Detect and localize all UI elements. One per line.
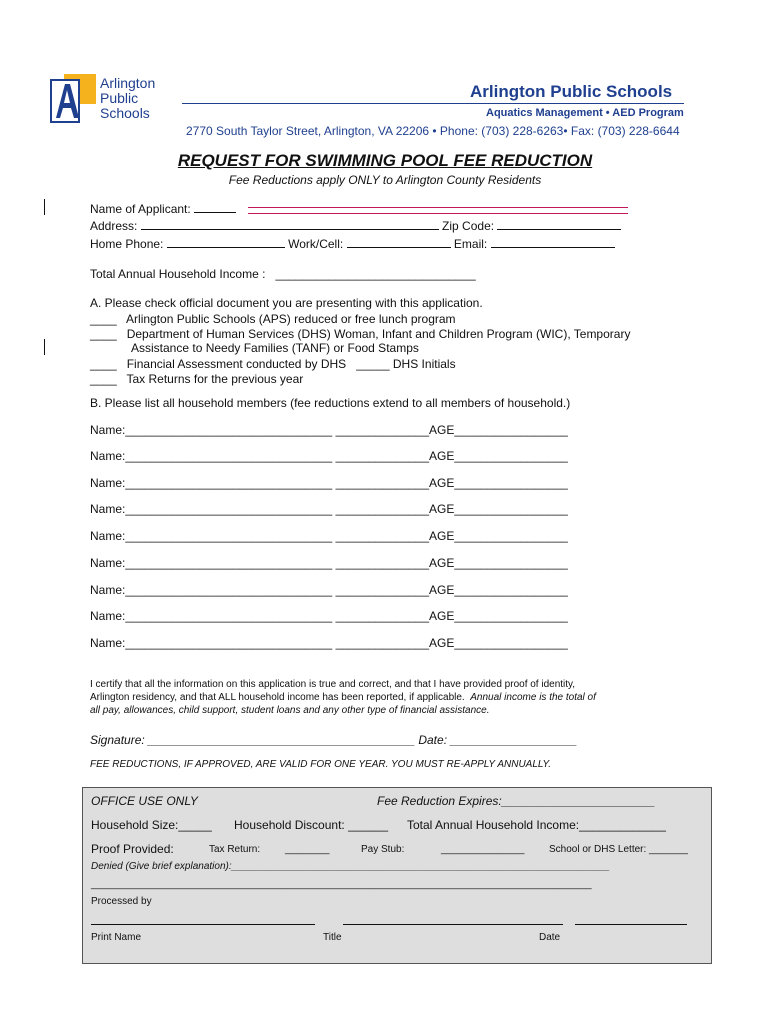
email-field[interactable] [491, 247, 615, 248]
doc-option-dhs-cont: Assistance to Needy Families (TANF) or Food Stamps [131, 341, 419, 355]
phone-row [90, 237, 615, 251]
work-cell-field[interactable] [347, 247, 451, 248]
household-member-row[interactable]: Name:_______________________________ ______________AGE_________________ [90, 502, 568, 516]
doc-option-label: Financial Assessment conducted by DHS [126, 357, 347, 371]
signature-row [90, 733, 577, 747]
doc-option-label: Tax Returns for the previous year [126, 372, 304, 386]
signature-field[interactable]: Signature: ________________________________________ [90, 733, 415, 747]
household-member-row[interactable]: Name:_______________________________ ______________AGE_________________ [90, 529, 568, 543]
doc-option-label: Arlington Public Schools (APS) reduced or free lunch program [126, 312, 456, 326]
applicant-name-row [90, 202, 236, 216]
title-label: Title [323, 932, 342, 943]
print-name-line[interactable] [91, 924, 315, 925]
program-name: Aquatics Management • AED Program [486, 107, 684, 119]
tax-return-field[interactable]: ________ [285, 844, 330, 855]
office-heading: OFFICE USE ONLY [91, 794, 198, 808]
header-divider [182, 103, 684, 104]
processed-by-label: Processed by [91, 896, 152, 907]
income-field[interactable]: ______________________________ [275, 267, 476, 281]
certify-text: Arlington residency, and that ALL household income has been reported, if applicable. [90, 692, 465, 703]
certify-line: all pay, allowances, child support, student loans and any other type of financial assistance. [90, 705, 490, 716]
denied-field-line2[interactable]: __________________________________________________________________________________________ [91, 879, 592, 890]
check-blank[interactable]: ____ [90, 372, 117, 386]
form-title: REQUEST FOR SWIMMING POOL FEE REDUCTION [177, 151, 593, 170]
certification-text [90, 678, 690, 717]
aps-logo [50, 72, 98, 124]
form-subtitle: Fee Reductions apply ONLY to Arlington County Residents [228, 173, 542, 187]
check-blank[interactable]: ____ [90, 312, 117, 326]
margin-mark [44, 339, 45, 355]
home-phone-field[interactable] [167, 247, 285, 248]
date-label: Date [539, 932, 561, 943]
dhs-initials-field[interactable]: _____ DHS Initials [356, 357, 456, 371]
applicant-name-field[interactable] [194, 212, 236, 213]
aps-logo-icon [50, 72, 98, 124]
check-blank[interactable]: ____ [90, 357, 117, 371]
redline-decoration [248, 207, 628, 208]
total-income-field[interactable]: Total Annual Household Income:_____________ [407, 818, 666, 832]
denied-field[interactable]: Denied (Give brief explanation):____________________________________________________________________ [91, 861, 610, 872]
household-member-row[interactable]: Name:_______________________________ ______________AGE_________________ [90, 423, 568, 437]
address-label: Address: [90, 219, 138, 233]
household-member-row[interactable]: Name:_______________________________ ______________AGE_________________ [90, 636, 568, 650]
pay-stub-field[interactable]: _______________ [441, 844, 525, 855]
proof-label: Proof Provided: [91, 842, 174, 856]
title-line[interactable] [343, 924, 563, 925]
validity-note: FEE REDUCTIONS, IF APPROVED, ARE VALID FOR ONE YEAR. YOU MUST RE-APPLY ANNUALLY. [90, 759, 552, 770]
certify-italic: Annual income is the total of [470, 692, 596, 703]
household-member-row[interactable]: Name:_______________________________ ______________AGE_________________ [90, 476, 568, 490]
section-b-heading: B. Please list all household members (fee reductions extend to all members of household.) [90, 396, 571, 410]
address-row [90, 219, 621, 233]
household-member-row[interactable]: Name:_______________________________ ______________AGE_________________ [90, 556, 568, 570]
certify-line: I certify that all the information on this application is true and correct, and that I have provided proof of identity, [90, 679, 576, 690]
school-dhs-field[interactable]: School or DHS Letter: _______ [549, 844, 688, 855]
tax-return-label: Tax Return: [209, 844, 261, 855]
household-size-field[interactable]: Household Size:_____ [91, 818, 212, 832]
doc-option-dhs [90, 327, 630, 341]
logo-line-1: Arlington [100, 75, 156, 91]
org-address: 2770 South Taylor Street, Arlington, VA 22206 • Phone: (703) 228-6263• Fax: (703) 228-6644 [186, 124, 680, 138]
section-a-heading: A. Please check official document you are presenting with this application. [90, 296, 483, 310]
logo-line-2: Public [100, 90, 139, 106]
doc-option-tax [90, 372, 303, 386]
pay-stub-label: Pay Stub: [361, 844, 405, 855]
household-discount-field[interactable]: Household Discount: ______ [234, 818, 389, 832]
office-use-box [82, 787, 712, 964]
redline-decoration [248, 213, 628, 214]
expires-field[interactable]: Fee Reduction Expires:_______________________ [377, 794, 656, 808]
print-name-label: Print Name [91, 932, 142, 943]
household-member-row[interactable]: Name:_______________________________ ______________AGE_________________ [90, 583, 568, 597]
doc-option-assessment [90, 357, 456, 371]
margin-mark [44, 199, 45, 215]
income-row [90, 267, 476, 281]
logo-wordmark [100, 76, 155, 121]
email-label: Email: [453, 237, 488, 251]
household-member-row[interactable]: Name:_______________________________ ______________AGE_________________ [90, 609, 568, 623]
certify-line [90, 691, 690, 704]
income-label: Total Annual Household Income : [90, 267, 266, 281]
home-phone-label: Home Phone: [90, 237, 164, 251]
applicant-name-label: Name of Applicant: [90, 202, 191, 216]
logo-line-3: Schools [100, 105, 150, 121]
zip-label: Zip Code: [442, 219, 495, 233]
doc-option-label: Department of Human Services (DHS) Woman, Infant and Children Program (WIC), Temporary [126, 327, 631, 341]
doc-option-aps [90, 312, 456, 326]
address-field[interactable] [141, 229, 439, 230]
signature-date-field[interactable]: Date: ___________________ [418, 733, 578, 747]
date-line[interactable] [575, 924, 687, 925]
check-blank[interactable]: ____ [90, 327, 117, 341]
household-member-row[interactable]: Name:_______________________________ ______________AGE_________________ [90, 449, 568, 463]
work-cell-label: Work/Cell: [288, 237, 344, 251]
zip-field[interactable] [497, 229, 621, 230]
org-name: Arlington Public Schools [470, 82, 673, 101]
